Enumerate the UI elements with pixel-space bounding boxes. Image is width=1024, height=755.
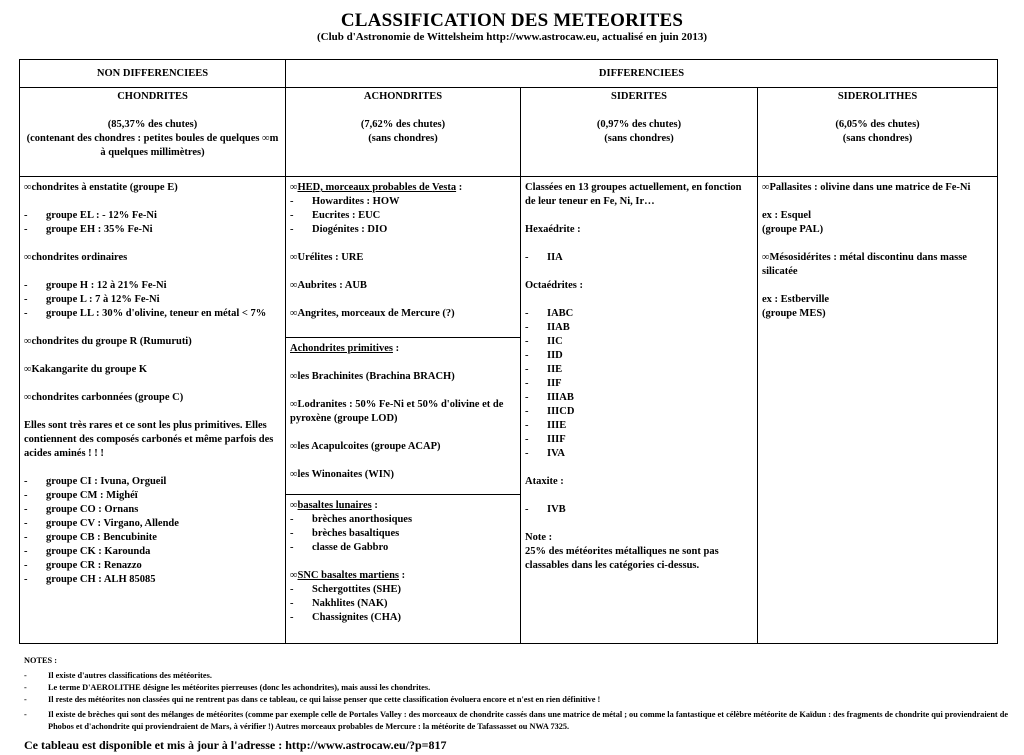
list-item: - Nakhlites (NAK) xyxy=(290,598,388,609)
category-description: (sans chondres) xyxy=(604,133,674,144)
footer-availability[interactable]: Ce tableau est disponible et mis à jour à l'adresse : http://www.astrocaw.eu/?p=817 xyxy=(24,738,447,752)
carbonnees-heading: ∞chondrites carbonnées (groupe C) xyxy=(24,392,184,403)
brachinites-heading: ∞les Brachinites (Brachina BRACH) xyxy=(290,371,455,382)
list-item: - groupe CR : Renazzo xyxy=(24,560,142,571)
example-group: (groupe MES) xyxy=(762,308,826,319)
note-item: - Le terme D'AEROLITHE désigne les météorites pierreuses (donc les achondrites), mais aussi les chondrites. xyxy=(24,683,431,692)
list-item: - groupe CO : Ornans xyxy=(24,504,139,515)
snc-heading: SNC basaltes martiens xyxy=(297,570,399,581)
category-description: (contenant des chondres : petites boules de quelques ∞m à quelques millimètres) xyxy=(26,133,279,158)
list-item: - groupe CV : Virgano, Allende xyxy=(24,518,179,529)
category-percent: (0,97% des chutes) xyxy=(596,119,682,130)
note-item: - Il reste des météorites non classées qui ne rentrent pas dans ce tableau, ce qui laisse penser que cette classification évoluera encore et n'est en rien définitive ! xyxy=(24,695,601,704)
rare-paragraph: Elles sont très rares et ce sont les plus primitives. Elles contiennent des composés carbonés et même parfois des acides aminés ! ! ! xyxy=(24,420,274,459)
enstatite-heading: ∞chondrites à enstatite (groupe E) xyxy=(24,182,178,193)
category-name: CHONDRITES xyxy=(117,91,188,102)
list-item: - IIA xyxy=(525,252,563,263)
list-item: - groupe EH : 35% Fe-Ni xyxy=(24,224,153,235)
category-percent: (7,62% des chutes) xyxy=(360,119,446,130)
pallasites-heading: ∞Pallasites : olivine dans une matrice de Fe-Ni xyxy=(762,182,971,193)
list-item: - groupe CM : Mighéï xyxy=(24,490,138,501)
siderites-intro: Classées en 13 groupes actuellement, en fonction de leur teneur en Fe, Ni, Ir… xyxy=(525,182,742,207)
list-item: - brèches basaltiques xyxy=(290,528,400,539)
list-item: - IIAB xyxy=(525,322,570,333)
list-item: - Eucrites : EUC xyxy=(290,210,381,221)
category-percent: (6,05% des chutes) xyxy=(835,119,920,130)
achondrites-section-basaltes: ∞basaltes lunaires : - brèches anorthosiques - brèches basaltiques - classe de Gabbro ∞SNC basaltes martiens : - Schergottites (SHE) - Nakhlites (NAK) - Chassignites (CHA) xyxy=(286,494,520,629)
category-name: SIDERITES xyxy=(610,91,668,102)
list-item: - IIIF xyxy=(525,434,566,445)
category-percent: (85,37% des chutes) xyxy=(107,119,198,130)
list-item: - IIC xyxy=(525,336,563,347)
list-item: - IIIE xyxy=(525,420,567,431)
winonaites-heading: ∞les Winonaites (WIN) xyxy=(290,469,394,480)
angrites-heading: ∞Angrites, morceaux de Mercure (?) xyxy=(290,308,455,319)
category-achondrites xyxy=(286,88,521,177)
list-item: - Howardites : HOW xyxy=(290,196,400,207)
category-name: SIDEROLITHES xyxy=(837,91,918,102)
page-subtitle: (Club d'Astronomie de Wittelsheim http://www.astrocaw.eu, actualisé en juin 2013) xyxy=(316,31,707,43)
note-text: 25% des météorites métalliques ne sont pas classables dans les catégories ci-dessus. xyxy=(525,546,719,571)
lunar-heading: basaltes lunaires xyxy=(297,500,372,511)
list-item: - groupe CI : Ivuna, Orgueil xyxy=(24,476,167,487)
category-description: (sans chondres) xyxy=(368,133,438,144)
lodranites-heading: ∞Lodranites : 50% Fe-Ni et 50% d'olivine et de pyroxène (groupe LOD) xyxy=(290,399,504,424)
ureilites-heading: ∞Urélites : URE xyxy=(290,252,364,263)
r-heading: ∞chondrites du groupe R (Rumuruti) xyxy=(24,336,192,347)
list-item: - classe de Gabbro xyxy=(290,542,389,553)
note-heading: Note : xyxy=(525,532,553,543)
page-title: CLASSIFICATION DES METEORITES xyxy=(340,10,684,31)
example-text: ex : Estberville xyxy=(762,294,830,305)
list-item: - IABC xyxy=(525,308,574,319)
list-item: - IIF xyxy=(525,378,562,389)
note-item: - Il existe de brèches qui sont des mélanges de météorites (comme par exemple celle de Portales Valley : des morceaux de chondrite cassés dans une matrice de métal ; ou comme la fantastique et célèbre météorite de Kaïdun : des fragments de chondrite qui proviendraient de Phobos et d'achondrite qui proviendraient de Mars, à vérifier !) Autres morceaux probables de Mercure : la météorite de Tafassasset ou NWA 7325. xyxy=(24,710,1009,731)
header-differenciees: DIFFERENCIEES xyxy=(286,60,998,88)
note-item: - Il existe d'autres classifications des météorites. xyxy=(24,671,212,680)
list-item: - groupe L : 7 à 12% Fe-Ni xyxy=(24,294,160,305)
example-text: ex : Esquel xyxy=(762,210,812,221)
list-item: - groupe EL : - 12% Fe-Ni xyxy=(24,210,157,221)
list-item: - IIIAB xyxy=(525,392,574,403)
classification-table xyxy=(19,59,998,644)
header-non-differenciees: NON DIFFERENCIEES xyxy=(20,60,286,88)
hed-heading: HED, morceaux probables de Vesta xyxy=(297,182,457,193)
achondrites-details xyxy=(286,177,521,644)
aubrites-heading: ∞Aubrites : AUB xyxy=(290,280,367,291)
category-siderolithes xyxy=(758,88,998,177)
siderolithes-details xyxy=(758,177,998,644)
list-item: - IVB xyxy=(525,504,566,515)
list-item: - Diogénites : DIO xyxy=(290,224,388,235)
ordinaires-heading: ∞chondrites ordinaires xyxy=(24,252,128,263)
list-item: - groupe LL : 30% d'olivine, teneur en métal < 7% xyxy=(24,308,267,319)
example-group: (groupe PAL) xyxy=(762,224,824,235)
list-item: - groupe H : 12 à 21% Fe-Ni xyxy=(24,280,167,291)
list-item: - groupe CK : Karounda xyxy=(24,546,151,557)
category-siderites xyxy=(521,88,758,177)
list-item: - Chassignites (CHA) xyxy=(290,612,401,623)
ataxite-heading: Ataxite : xyxy=(525,476,564,487)
hexaedrite-heading: Hexaédrite : xyxy=(525,224,581,235)
achondrites-section-primitives: Achondrites primitives : ∞les Brachinites (Brachina BRACH) ∞Lodranites : 50% Fe-Ni et 50% d'olivine et de pyroxène (groupe LOD) ∞les Acapulcoites (groupe ACAP) ∞les Winonaites (WIN) xyxy=(286,337,520,494)
notes-section xyxy=(24,655,1014,733)
octaedrites-heading: Octaédrites : xyxy=(525,280,584,291)
list-item: - brèches anorthosiques xyxy=(290,514,413,525)
acapulcoites-heading: ∞les Acapulcoites (groupe ACAP) xyxy=(290,441,441,452)
category-name: ACHONDRITES xyxy=(363,91,443,102)
list-item: - groupe CB : Bencubinite xyxy=(24,532,157,543)
list-item: - groupe CH : ALH 85085 xyxy=(24,574,156,585)
category-description: (sans chondres) xyxy=(842,133,913,144)
category-chondrites xyxy=(20,88,286,177)
list-item: - IVA xyxy=(525,448,565,459)
mesosiderites-heading: ∞Mésosidérites : métal discontinu dans masse silicatée xyxy=(762,252,967,277)
siderites-details xyxy=(521,177,758,644)
primitives-heading: Achondrites primitives xyxy=(290,343,393,354)
list-item: - IIICD xyxy=(525,406,575,417)
list-item: - IID xyxy=(525,350,563,361)
achondrites-section-hed: ∞HED, morceaux probables de Vesta : - Howardites : HOW - Eucrites : EUC - Diogénites : DIO ∞Urélites : URE ∞Aubrites : AUB ∞Angrites, morceaux de Mercure (?) xyxy=(286,177,520,337)
list-item: - Schergottites (SHE) xyxy=(290,584,401,595)
list-item: - IIE xyxy=(525,364,563,375)
notes-title: NOTES : xyxy=(24,656,57,665)
k-heading: ∞Kakangarite du groupe K xyxy=(24,364,148,375)
chondrites-details xyxy=(20,177,286,644)
